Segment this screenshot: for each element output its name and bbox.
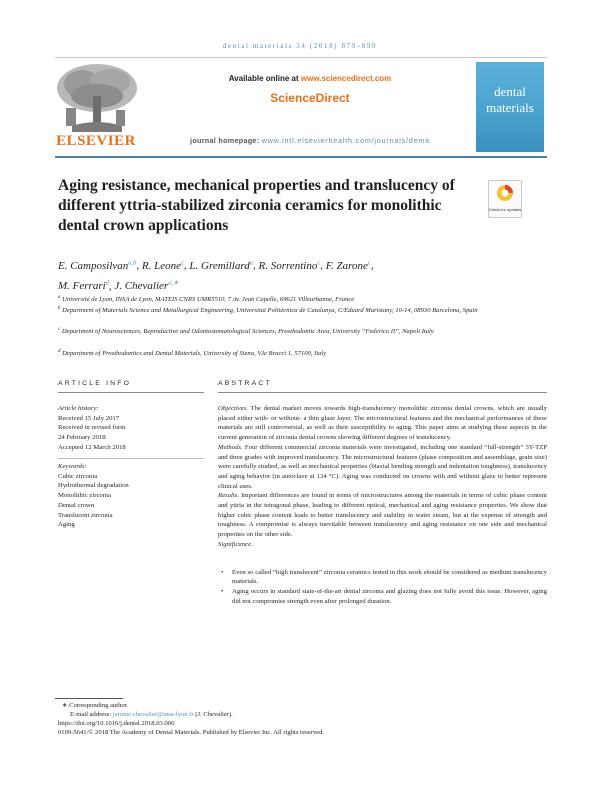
keywords-rule: [58, 458, 204, 459]
keyword[interactable]: Cubic zirconia: [58, 472, 98, 480]
article-info-heading: ARTICLE INFO: [58, 380, 132, 387]
email-line: E-mail address: jerome.chevalier@insa-lyon.fr (J. Chevalier).: [70, 711, 233, 718]
keywords: [58, 462, 208, 530]
article-history: [58, 404, 208, 453]
keyword[interactable]: Translucent zirconia: [58, 511, 113, 519]
check-for-updates-label: Check for updates: [488, 207, 522, 212]
sciencedirect-url[interactable]: www.sciencedirect.com: [300, 74, 392, 83]
author[interactable]: M. Ferrari$^d$: [58, 279, 109, 293]
journal-cover-title: dental materials: [486, 84, 534, 115]
copyright-line: 0109-5641/© 2018 The Academy of Dental Materials. Published by Elsevier Inc. All rights reserved.: [58, 729, 325, 736]
header-top-rule: [55, 57, 547, 58]
keyword[interactable]: Monolithic zirconia: [58, 492, 111, 500]
abstract-results: Results. Important differences are found in terms of microstructures among the materials in terms of cubic phase content and yttria in the tetragonal phase, leading to different optical, mechanical and aging resistance properties. We show that higher cubic phase content leads to better translucency and stability in water steam, but at the expense of strength and toughness. A compromise is always inevitable between translucency and aging resistance on one side and mechanical properties on the other side.: [218, 492, 547, 539]
author-email-link[interactable]: jerome.chevalier@insa-lyon.fr: [112, 711, 194, 718]
abstract-significance-label: Significance.: [218, 540, 253, 548]
affiliation: $^d$ Department of Prosthodontics and Dental Materials, University of Siena, V.le Bracci 1, 57100, Italy: [58, 349, 327, 358]
check-for-updates-badge[interactable]: [488, 180, 522, 218]
keyword[interactable]: Hydrothermal degradation: [58, 482, 129, 490]
author-list: E. Camposilvan$^{a,b}$, R. Leone$^c$, L. Gremillard$^a$, R. Sorrentino$^c$, F. Zarone$^c$, M. Ferrari$^d$, J. Chevalier$^{a,∗}$: [58, 259, 374, 293]
author[interactable]: R. Sorrentino$^c$: [258, 259, 321, 272]
abstract-rule: [218, 392, 547, 393]
significance-bullets: [218, 568, 547, 607]
bullet-item: • Even so called “high translucent” zirconia ceramics tested in this work should be considered as medium translucency materials.: [221, 568, 547, 586]
author[interactable]: E. Camposilvan$^{a,b}$: [58, 259, 137, 272]
author[interactable]: L. Gremillard$^a$: [189, 259, 253, 272]
author[interactable]: F. Zarone$^c$: [325, 259, 371, 272]
keyword[interactable]: Aging: [58, 521, 75, 529]
article-info-rule: [58, 392, 204, 393]
homepage-url[interactable]: www.intl.elsevierhealth.com/journals/dema: [261, 136, 430, 145]
abstract-heading: ABSTRACT: [218, 380, 272, 387]
abstract-objectives: Objectives. The dental market moves towards high-translucency monolithic zirconia dental crowns, which are usually placed either with- or without- a thin glaze layer. The microstructural features and the mechanical performances of these materials are still controversial, as well as their susceptibility to aging. This paper aims at studying these aspects in the current generation of zirconia dental crowns showing different degrees of translucency.: [218, 405, 547, 442]
journal-homepage: [160, 136, 460, 145]
keyword[interactable]: Dental crown: [58, 501, 95, 509]
bullet-item: • Aging occurs in standard state-of-the-art dental zirconia and glazing does not fully avoid this issue. However, aging did not compromise strength even after prolonged duration.: [221, 587, 547, 605]
sciencedirect-logo-text: ScienceDirect: [270, 91, 350, 105]
crossmark-icon: [489, 181, 521, 205]
doi-link[interactable]: https://doi.org/10.1016/j.dental.2018.03.006: [58, 720, 175, 727]
running-head: dental materials 34 (2018) 879–890: [222, 42, 378, 50]
header-bottom-rule: [55, 156, 547, 158]
elsevier-wordmark: ELSEVIER: [56, 133, 136, 149]
abstract-body: [218, 404, 547, 606]
available-prefix: Available online at: [228, 74, 301, 83]
history-label: Article history:: [58, 405, 99, 412]
keywords-label: Keywords:: [58, 463, 87, 470]
available-online: [160, 74, 460, 83]
history-item: Received in revised form: [58, 424, 126, 432]
affiliation: $^a$ Université de Lyon, INSA de Lyon, MATEIS CNRS UMR5510, 7 Av. Jean Capelle, 69621 Villeurbanne, France: [58, 295, 355, 304]
article-title: Aging resistance, mechanical properties and translucency of different yttria-stabilized zirconia ceramics for monolithic dental crown applications: [58, 177, 455, 234]
homepage-label: journal homepage:: [190, 136, 262, 145]
affiliation: $^c$ Department of Neurosciences, Reproductive and Odontostomatological Sciences, Prosthodontic Area, University “Federico II”, Napoli Italy: [58, 327, 434, 336]
corresponding-author-note: ∗ Corresponding author.: [62, 702, 129, 709]
affiliation: $^b$ Department of Materials Science and Metallurgical Engineering, Universitat Politècnica de Catalunya, C/Eduard Maristany, 10-14, 08930 Barcelona, Spain: [58, 306, 478, 315]
author[interactable]: J. Chevalier$^{a,∗}$: [114, 279, 179, 293]
history-item: Received 15 July 2017: [58, 414, 120, 422]
author[interactable]: R. Leone$^c$: [141, 259, 184, 272]
history-item: 24 February 2018: [58, 434, 106, 442]
history-item: Accepted 12 March 2018: [58, 443, 126, 451]
abstract-methods: Methods. Four different commercial zirconia materials were investigated, including one standard “full-strength” 3Y-TZP and three grades with improved translucency. The microstructural features (phase composition and assemblage, grain size) were carefully studied, as well as mechanical properties (biaxial bending strength and indentation toughness), translucency and aging behavior (in autoclave at 134 °C). Aging was conducted on crowns with and without glaze to better represent clinical uses.: [218, 443, 547, 490]
footnote-rule: [55, 698, 123, 699]
